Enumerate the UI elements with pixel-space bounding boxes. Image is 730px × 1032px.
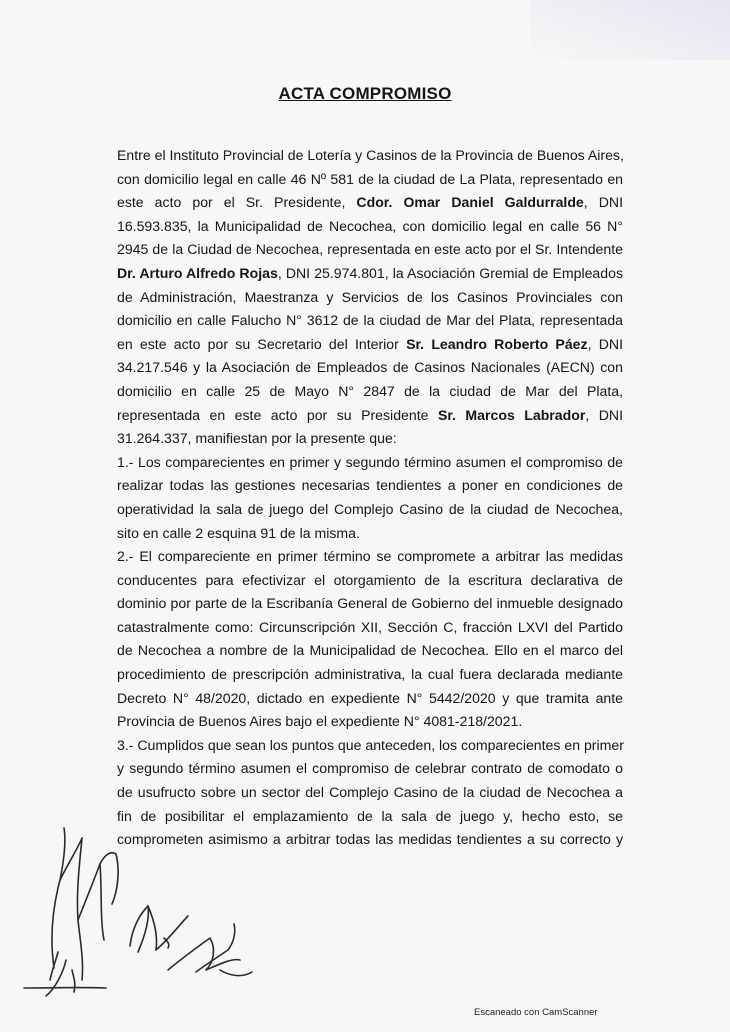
text-line xyxy=(117,262,623,286)
text-segment: de usufructo sobre un sector del Complejo Casino de la ciudad de Necochea a xyxy=(117,784,623,801)
text-line xyxy=(117,215,623,239)
text-segment: sito en calle 2 esquina 91 de la misma. xyxy=(117,524,360,541)
text-segment: Provincia de Buenos Aires bajo el expediente N° 4081-218/2021. xyxy=(117,713,523,730)
text-segment: 1.- Los comparecientes en primer y segundo término asumen el compromiso de xyxy=(117,453,623,470)
text-segment: , DNI xyxy=(583,194,624,211)
text-line xyxy=(117,286,623,310)
text-segment: fin de posibilitar el emplazamiento de la sala de juego y, hecho esto, se xyxy=(117,807,623,824)
text-segment: dominio por parte de la Escribanía General de Gobierno del inmueble designado xyxy=(117,595,623,612)
text-line xyxy=(117,569,623,593)
text-line xyxy=(117,592,623,616)
document-body xyxy=(117,144,623,852)
text-line xyxy=(117,451,623,475)
text-line xyxy=(117,498,623,522)
scanner-watermark: Escaneado con CamScanner xyxy=(474,1007,598,1018)
text-segment: , DNI 25.974.801, la Asociación Gremial de Empleados xyxy=(277,264,623,281)
text-segment: , DNI xyxy=(587,335,623,352)
text-segment: realizar todas las gestiones necesarias tendientes a poner en condiciones de xyxy=(117,477,623,494)
text-line xyxy=(117,781,623,805)
text-segment: de Administración, Maestranza y Servicios de los Casinos Provinciales con xyxy=(117,288,623,305)
text-segment: domicilio en calle Falucho N° 3612 de la ciudad de Mar del Plata, representada xyxy=(117,312,623,329)
text-segment: 2945 de la Ciudad de Necochea, representada en este acto por el Sr. Intendente xyxy=(117,241,623,258)
handwritten-signatures xyxy=(20,820,280,1010)
text-line xyxy=(117,333,623,357)
bold-name: Cdor. Omar Daniel Galdurralde xyxy=(356,194,584,211)
bold-name: Sr. Leandro Roberto Páez xyxy=(406,335,588,352)
text-line xyxy=(117,639,623,663)
text-line xyxy=(117,616,623,640)
text-line xyxy=(117,427,623,451)
text-segment: operatividad la sala de juego del Complejo Casino de la ciudad de Necochea, xyxy=(117,500,623,517)
text-line xyxy=(117,710,623,734)
text-segment: en este acto por su Secretario del Interior xyxy=(117,335,407,352)
document-title: ACTA COMPROMISO xyxy=(278,84,452,103)
paragraph xyxy=(117,144,623,451)
text-line xyxy=(117,687,623,711)
text-segment: Entre el Instituto Provincial de Lotería y Casinos de la Provincia de Buenos Aires, xyxy=(117,147,624,163)
text-line xyxy=(117,522,623,546)
text-line xyxy=(117,356,623,380)
scan-tint xyxy=(530,0,730,60)
text-line xyxy=(117,663,623,687)
text-segment: 16.593.835, la Municipalidad de Necochea, con domicilio legal en calle 56 N° xyxy=(117,217,623,234)
paragraph xyxy=(117,451,623,545)
text-segment: domicilio en calle 25 de Mayo N° 2847 de la ciudad de Mar del Plata, xyxy=(117,382,623,399)
text-segment: de Necochea a nombre de la Municipalidad de Necochea. Ello en el marco del xyxy=(117,642,623,659)
text-segment: catastralmente como: Circunscripción XII, Sección C, fracción LXVI del Partido xyxy=(117,618,623,635)
text-segment: Decreto N° 48/2020, dictado en expediente N° 5442/2020 y que tramita ante xyxy=(117,689,623,706)
text-line xyxy=(117,380,623,404)
text-line xyxy=(117,168,623,192)
text-line xyxy=(117,144,623,168)
text-segment: y segundo término asumen el compromiso de celebrar contrato de comodato o xyxy=(117,760,623,777)
text-segment: este acto por el Sr. Presidente, xyxy=(117,194,357,211)
text-line xyxy=(117,545,623,569)
text-segment: 2.- El compareciente en primer término se compromete a arbitrar las medidas xyxy=(117,548,623,565)
paragraph xyxy=(117,545,623,734)
text-line xyxy=(117,734,623,758)
text-line xyxy=(117,238,623,262)
bold-name: Sr. Marcos Labrador xyxy=(437,406,586,423)
text-line xyxy=(117,474,623,498)
text-line xyxy=(117,404,623,428)
text-segment: conducentes para efectivizar el otorgamiento de la escritura declarativa de xyxy=(117,571,623,588)
text-line xyxy=(117,309,623,333)
text-segment: 31.264.337, manifiestan por la presente que: xyxy=(117,430,397,447)
text-line xyxy=(117,191,623,215)
text-segment: con domicilio legal en calle 46 Nº 581 de la ciudad de La Plata, representado en xyxy=(117,170,623,187)
text-segment: , DNI xyxy=(585,406,624,423)
text-segment: 34.217.546 y la Asociación de Empleados de Casinos Nacionales (AECN) con xyxy=(117,359,623,376)
text-segment: representada en este acto por su Presidente xyxy=(117,406,438,423)
text-segment: 3.- Cumplidos que sean los puntos que anteceden, los comparecientes en primer xyxy=(117,736,624,753)
bold-name: Dr. Arturo Alfredo Rojas xyxy=(117,264,278,281)
text-segment: comprometen asimismo a arbitrar todas las medidas tendientes a su correcto y xyxy=(117,831,623,848)
text-segment: procedimiento de prescripción administrativa, la cual fuera declarada mediante xyxy=(117,666,623,683)
text-line xyxy=(117,757,623,781)
